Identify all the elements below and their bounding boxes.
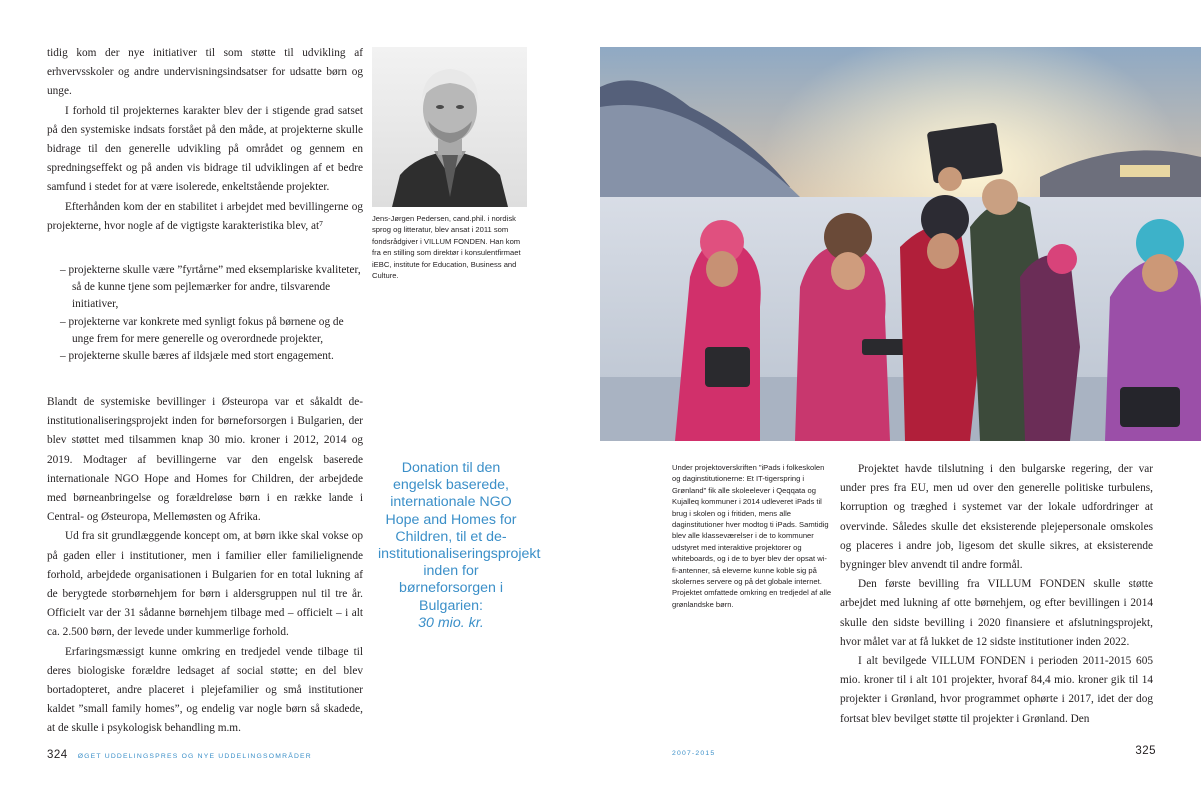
paragraph: Den første bevilling fra VILLUM FONDEN skulle støtte arbejdet med lukning af otte børnehjem, og efter bevillingen i 2014 skulle den sidste bevilling i 2020 finansiere et afslutningsprojekt, hvor målet var at få lukket de 12 sidste institutioner inden 2022. <box>840 578 1153 648</box>
left-column-bottom <box>47 393 363 739</box>
running-head: ØGET UDDELINGSPRES OG NYE UDDELINGSOMRÅDER <box>77 753 312 760</box>
main-photo <box>600 47 1201 441</box>
running-head-right: 2007-2015 <box>672 750 716 757</box>
bullet-list <box>58 262 364 365</box>
left-column-top <box>47 44 363 236</box>
paragraph: tidig kom der nye initiativer til som støtte til udvikling af erhvervsskoler og andre undervisningsindsatser for udsatte børn og unge. <box>47 47 363 98</box>
paragraph: Efterhånden kom der en stabilitet i arbejdet med bevillingerne og projekterne, hvor nogle af de vigtigste karakteristika blev, at⁷ <box>47 200 363 232</box>
pull-quote-amount: 30 mio. kr. <box>418 614 484 631</box>
paragraph: Projektet havde tilslutning i den bulgarske regering, der var under pres fra EU, men ud over den generelle politiske turbulens, korruption og træghed i systemet var der lokale udfordringer at overvinde. Således skulle det eksisterende plejepersonale omskoles og placeres i andre job, ligesom det skulle sikres, at eksisterende bygninger blev anvendt til andre formål. <box>840 463 1153 572</box>
pull-quote-text: Donation til den engelsk baserede, internationale NGO Hope and Homes for Children, til et de-institutionaliseringsprojekt inden for børneforsorgen i Bulgarien: <box>378 460 541 614</box>
photo-caption: Under projektoverskriften ”iPads i folkeskolen og daginstitutionerne: Et IT-tigerspring i Grønland” fik alle skoleelever i Qeqqata og Kujalleq kommuner i 2014 udleveret iPads til brug i skolen og i fritiden, mens alle daginstitutioner hver modtog ti iPads. Samtidig blev alle klasseværelser i de to kommuner udstyret med interaktive projektorer og whiteboards, og i de to byer blev der opsat wi-fi-antenner, så eleverne kunne koble sig på skolernes servere og på det globale internet. Projektet omfattede omkring en tredjedel af alle grønlandske børn. <box>672 463 832 609</box>
page-number-right: 325 <box>1135 745 1156 757</box>
children-ipads-image <box>600 47 1201 441</box>
page-number: 324 <box>47 749 68 761</box>
portrait-caption: Jens-Jørgen Pedersen, cand.phil. i nordisk sprog og litteratur, blev ansat i 2011 som fondsrådgiver i VILLUM FONDEN. Han kom fra en stilling som direktør i konsulentfirmaet iEBC, institute for Education, Business and Culture. <box>372 214 521 281</box>
list-item: – projekterne skulle være ”fyrtårne” med eksemplariske kvaliteter, så de kunne tjene som pejlemærker for andre, tilsvarende initiativer, <box>60 264 361 311</box>
portrait-photo <box>372 47 527 207</box>
paragraph: Erfaringsmæssigt kunne omkring en tredjedel vende tilbage til deres biologiske forældre ledsaget af social støtte; en del blev bortadopteret, andre placeret i plejefamilier og små institutioner kaldet ”small family homes”, og endelig var nogle børn så skadede, at de skulle i psykologisk behandling m.m. <box>47 645 363 735</box>
list-item: – projekterne skulle bæres af ildsjæle med stort engagement. <box>60 350 334 363</box>
paragraph: I alt bevilgede VILLUM FONDEN i perioden 2011-2015 605 mio. kroner til i alt 101 projekter, hvoraf 84,4 mio. kroner gik til 14 projekter i Grønland, hvor programmet ophørte i 2017, idet der dog fortsat blev bevilget støtte til projekter i Grønland. Den <box>840 655 1153 725</box>
portrait-image <box>372 47 527 207</box>
paragraph: Blandt de systemiske bevillinger i Østeuropa var et såkaldt de-institutionaliseringsprojekt inden for børneforsorgen i Bulgarien, der blev støttet med tilsammen knap 30 mio. kroner i 2012, 2014 og 2019. Modtager af bevillingerne var den engelsk baserede internationale NGO Hope and Homes for Children, der arbejdede med børneanbringelse og forældreløse børn i en række lande i Central- og Østeuropa, Mellemøsten og Afrika. <box>47 396 363 524</box>
list-item: – projekterne var konkrete med synligt fokus på børnene og de unge frem for mere generelle og overordnede projekter, <box>60 315 344 345</box>
paragraph: I forhold til projekternes karakter blev der i stigende grad satset på den systemiske indsats forstået på den måde, at projekterne skulle bidrage til den generelle udvikling på området og gennem en spredningseffekt og på anden vis bidrage til udviklingen af et bedre samfund i stedet for at være isolerede, enkeltstående projekter. <box>47 104 363 194</box>
paragraph: Ud fra sit grundlæggende koncept om, at børn ikke skal vokse op på gaden eller i institutioner, men i familier eller familielignende forhold, arbejdede organisationen i Bulgarien for en total lukning af de berygtede storbørnehjem for børn i aldersgruppen nul til tre år. Officielt var der 31 sådanne børnehjem tilbage med – officielt – i alt ca. 2.500 børn, der levede under kummerlige forhold. <box>47 530 363 639</box>
right-column <box>840 460 1153 729</box>
left-footer <box>47 745 447 763</box>
pull-quote <box>378 460 541 632</box>
